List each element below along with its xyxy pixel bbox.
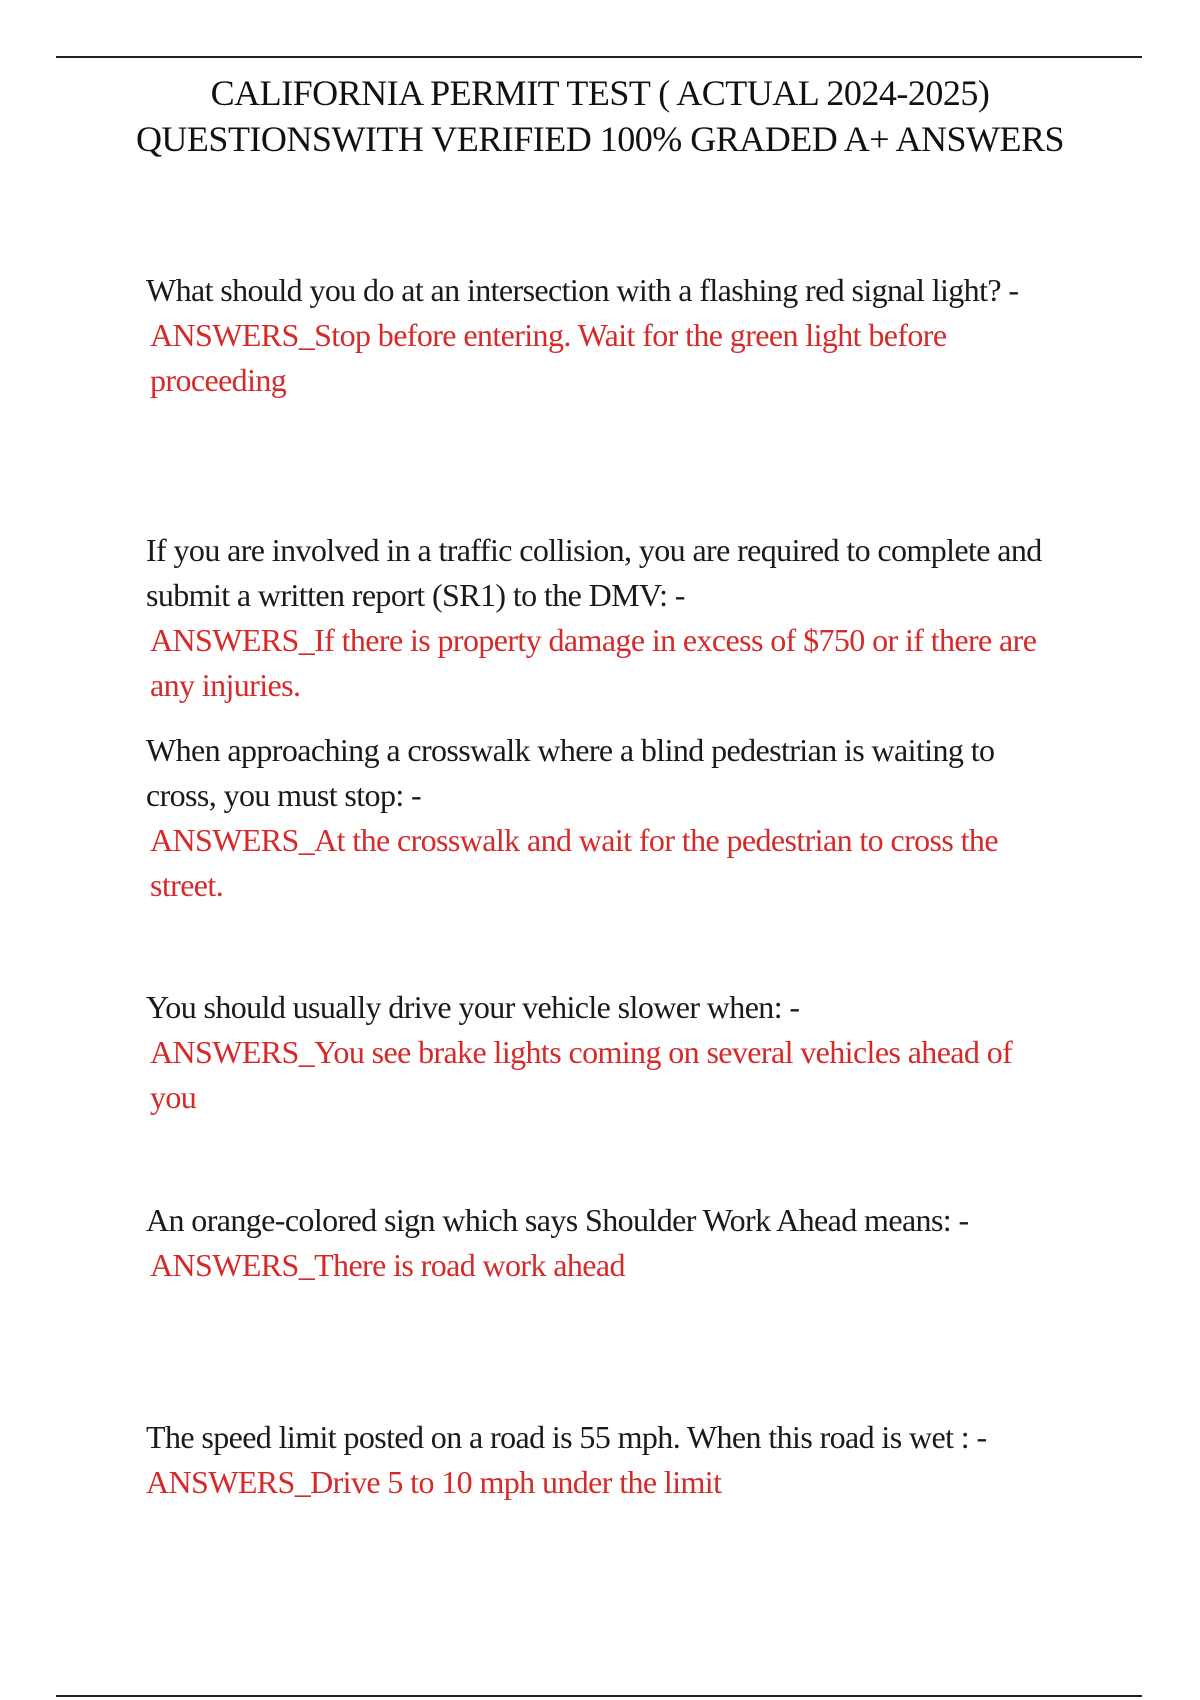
document-title: CALIFORNIA PERMIT TEST ( ACTUAL 2024-2025) QUESTIONSWITH VERIFIED 100% GRADED A+ ANSWERS [135,73,1065,159]
bottom-rule [56,1695,1142,1697]
question-text: If you are involved in a traffic collision, you are required to complete and submit a written report (SR1) to the DMV: - [146,532,1042,613]
top-rule [56,56,1142,58]
answer-text: ANSWERS_Drive 5 to 10 mph under the limit [146,1464,722,1500]
qa-item-1 [146,268,1046,403]
question-text: When approaching a crosswalk where a blind pedestrian is waiting to cross, you must stop: - [146,732,995,813]
answer-text: ANSWERS_You see brake lights coming on several vehicles ahead of you [150,1034,1013,1115]
qa-item-2 [146,528,1046,708]
question-text: An orange-colored sign which says Shoulder Work Ahead means: - [146,1202,969,1238]
question-text: The speed limit posted on a road is 55 mph. When this road is wet : - [146,1419,987,1455]
qa-item-6 [146,1415,1046,1505]
question-text: What should you do at an intersection with a flashing red signal light? - [146,272,1019,308]
answer-text: ANSWERS_At the crosswalk and wait for the pedestrian to cross the street. [150,822,998,903]
answer-text: ANSWERS_There is road work ahead [150,1247,625,1283]
qa-item-5 [146,1198,1046,1288]
qa-item-4 [146,985,1046,1120]
answer-text: ANSWERS_If there is property damage in excess of $750 or if there are any injuries. [150,622,1037,703]
answer-text: ANSWERS_Stop before entering. Wait for the green light before proceeding [150,317,947,398]
question-text: You should usually drive your vehicle slower when: - [146,989,800,1025]
qa-item-3 [146,728,1046,908]
